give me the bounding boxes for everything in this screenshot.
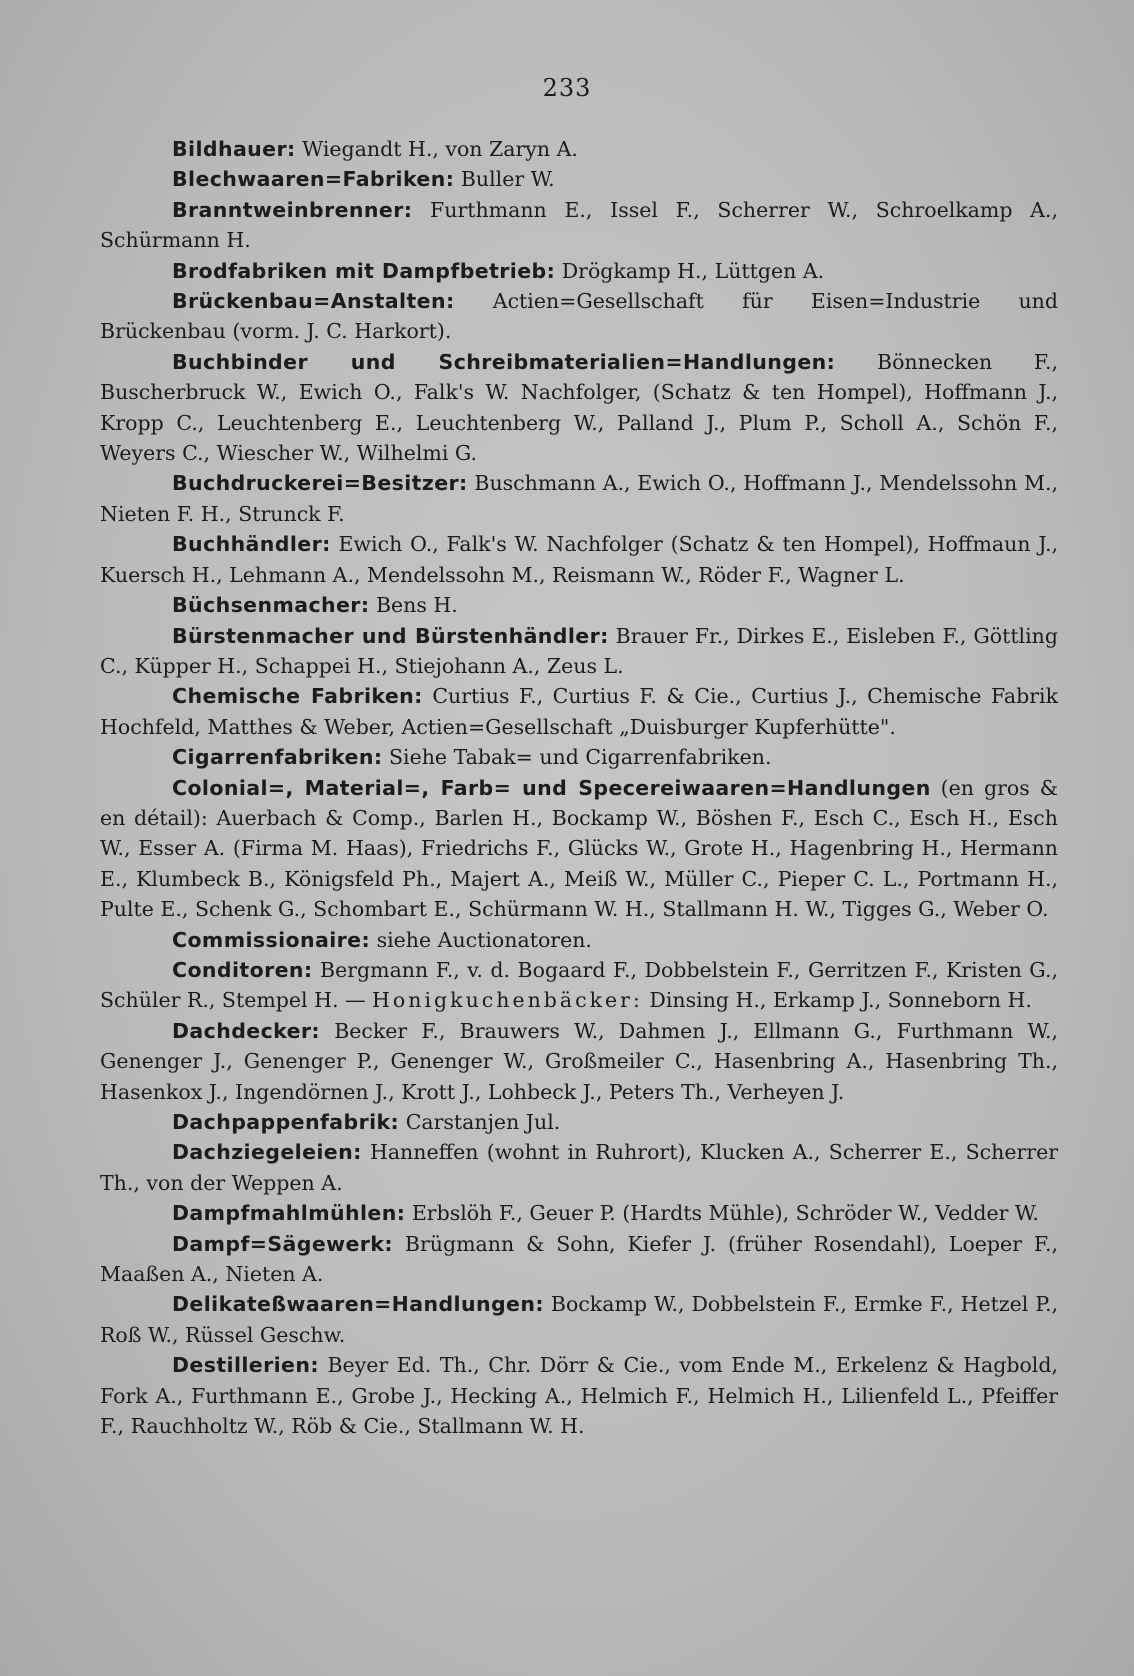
entry-names: Siehe Tabak= und Cigarrenfabriken. <box>388 745 772 770</box>
category-heading: Dachziegeleien: <box>172 1140 362 1165</box>
category-heading: Conditoren: <box>172 957 313 982</box>
page-number: 233 <box>542 74 592 102</box>
entry-names: siehe Auctionatoren. <box>376 927 592 952</box>
directory-entry <box>100 1350 1058 1441</box>
directory-entry <box>100 164 1058 194</box>
directory-entry <box>100 742 1058 772</box>
category-heading: Colonial=, Material=, Farb= und Specereiwaaren=Handlungen <box>172 775 931 800</box>
entry-names: Buschmann A., Ewich O., Hoffmann J., Mendelssohn M., Nieten F. H., Strunck F. <box>100 471 1058 526</box>
category-heading: Buchbinder und Schreibmaterialien=Handlungen: <box>172 349 836 374</box>
directory-entry <box>100 529 1058 590</box>
directory-entry <box>100 195 1058 256</box>
category-heading: Commissionaire: <box>172 927 371 952</box>
entry-names: Erbslöh F., Geuer P. (Hardts Mühle), Schröder W., Vedder W. <box>411 1201 1039 1226</box>
entry-names: Hanneffen (wohnt in Ruhrort), Klucken A., Scherrer E., Scherrer Th., von der Weppen A. <box>100 1140 1058 1195</box>
directory-entry <box>100 955 1058 1016</box>
directory-body <box>100 134 1058 1441</box>
directory-entry <box>100 347 1058 469</box>
category-heading: Buchdruckerei=Besitzer: <box>172 471 468 496</box>
directory-entry <box>100 1016 1058 1107</box>
entry-names: Bönnecken F., Buscherbruck W., Ewich O., Falk's W. Nachfolger, (Schatz & ten Hompel), Hoffmann J., Kropp C., Leuchtenberg E., Leuchtenberg W., Palland J., Plum P., Scholl A., Schön F., Weyers C., Wiescher W., Wilhelmi G. <box>100 349 1058 466</box>
directory-entry <box>100 681 1058 742</box>
category-heading: Dampfmahlmühlen: <box>172 1201 406 1226</box>
directory-entry <box>100 1137 1058 1198</box>
category-heading: Blechwaaren=Fabriken: <box>172 167 455 192</box>
directory-entry <box>100 468 1058 529</box>
category-heading: Branntweinbrenner: <box>172 197 413 222</box>
subcategory-heading: Honigkuchenbäcker: <box>372 988 643 1013</box>
entry-names: (en gros & en détail): Auerbach & Comp., Barlen H., Bockamp W., Böshen F., Esch C., Esch H., Esch W., Esser A. (Firma M. Haas), Friedrichs F., Glücks W., Grote H., Hagenbring H., Hermann E., Klumbeck B., Königsfeld Ph., Majert A., Meiß W., Müller C., Pieper C. L., Portmann H., Pulte E., Schenk G., Schombart E., Schürmann W. H., Stallmann H. W., Tigges G., Weber O. <box>100 775 1058 922</box>
category-heading: Büchsenmacher: <box>172 593 370 618</box>
entry-names: Bens H. <box>375 593 458 618</box>
entry-names: Beyer Ed. Th., Chr. Dörr & Cie., vom Ende M., Erkelenz & Hagbold, Fork A., Furthmann E., Grobe J., Hecking A., Helmich F., Helmich H., Lilienfeld L., Pfeiffer F., Rauchholtz W., Röb & Cie., Stallmann W. H. <box>100 1353 1058 1439</box>
entry-names: Carstanjen Jul. <box>405 1110 561 1134</box>
category-heading: Brodfabriken mit Dampfbetrieb: <box>172 258 556 283</box>
entry-names: Becker F., Brauwers W., Dahmen J., Ellmann G., Furthmann W., Genenger J., Genenger P., Genenger W., Großmeiler C., Hasenbring A., Hasenbring Th., Hasenkox J., Ingendörnen J., Krott J., Lohbeck J., Peters Th., Verheyen J. <box>100 1018 1058 1104</box>
category-heading: Delikateßwaaren=Handlungen: <box>172 1292 544 1317</box>
directory-entry <box>100 590 1058 620</box>
directory-entry <box>100 1107 1058 1137</box>
directory-entry <box>100 925 1058 955</box>
category-heading: Chemische Fabriken: <box>172 684 423 709</box>
directory-entry <box>100 1289 1058 1350</box>
entry-names: Ewich O., Falk's W. Nachfolger (Schatz & ten Hompel), Hoffmaun J., Kuersch H., Lehmann A., Mendelssohn M., Reismann W., Röder F., Wagner L. <box>100 532 1058 587</box>
entry-names: Brauer Fr., Dirkes E., Eisleben F., Göttling C., Küpper H., Schappei H., Stiejohann A., Zeus L. <box>100 623 1058 678</box>
entry-names: Drögkamp H., Lüttgen A. <box>561 258 825 283</box>
entry-names: Bergmann F., v. d. Bogaard F., Dobbelstein F., Gerritzen F., Kristen G., Schüler R., Stempel H. — <box>100 957 1058 1013</box>
entry-names: Furthmann E., Issel F., Scherrer W., Schroelkamp A., Schürmann H. <box>100 197 1058 253</box>
category-heading: Brückenbau=Anstalten: <box>172 289 455 314</box>
entry-names: Buller W. <box>460 167 555 192</box>
directory-entry <box>100 134 1058 164</box>
directory-entry <box>100 621 1058 682</box>
category-heading: Buchhändler: <box>172 532 331 557</box>
directory-entry <box>100 1198 1058 1228</box>
category-heading: Cigarrenfabriken: <box>172 745 383 770</box>
entry-names: Curtius F., Curtius F. & Cie., Curtius J., Chemische Fabrik Hochfeld, Matthes & Weber, Actien=Gesellschaft „Duisburger Kupferhütte". <box>100 684 1058 739</box>
category-heading: Dachdecker: <box>172 1018 321 1043</box>
category-heading: Destillerien: <box>172 1353 319 1378</box>
directory-entry <box>100 256 1058 286</box>
category-heading: Dampf=Sägewerk: <box>172 1231 393 1256</box>
category-heading: Bürstenmacher und Bürstenhändler: <box>172 623 609 648</box>
category-heading: Bildhauer: <box>172 137 296 161</box>
entry-names: Dinsing H., Erkamp J., Sonneborn H. <box>649 988 1032 1013</box>
entry-names: Wiegandt H., von Zaryn A. <box>302 137 578 161</box>
directory-entry <box>100 773 1058 925</box>
entry-names: Bockamp W., Dobbelstein F., Ermke F., Hetzel P., Roß W., Rüssel Geschw. <box>100 1292 1058 1347</box>
directory-entry <box>100 286 1058 347</box>
directory-entry <box>100 1229 1058 1290</box>
category-heading: Dachpappenfabrik: <box>172 1110 400 1134</box>
entry-names: Brügmann & Sohn, Kiefer J. (früher Rosendahl), Loeper F., Maaßen A., Nieten A. <box>100 1231 1058 1287</box>
entry-names: Actien=Gesellschaft für Eisen=Industrie und Brückenbau (vorm. J. C. Harkort). <box>100 289 1058 344</box>
